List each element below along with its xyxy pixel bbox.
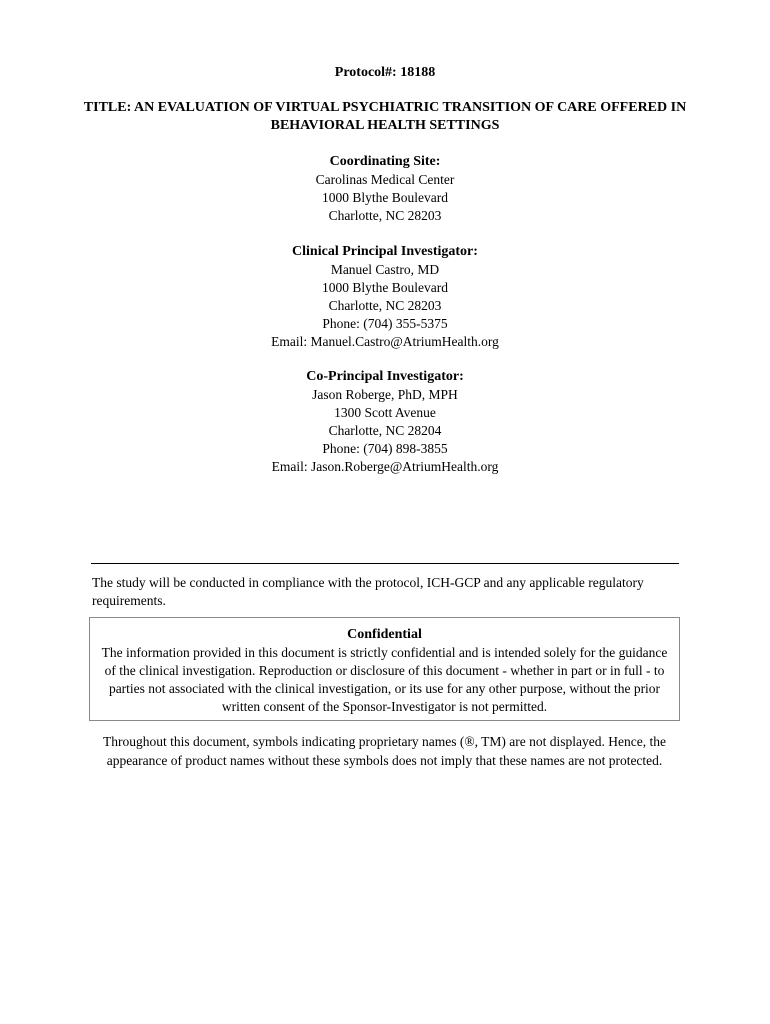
coordinating-site-heading: Coordinating Site: (329, 154, 441, 169)
confidential-box (89, 617, 680, 721)
co-pi-line: Charlotte, NC 28204 (328, 423, 442, 438)
clinical-pi-line: Manuel Castro, MD (330, 262, 440, 277)
compliance-statement: The study will be conducted in compliance with the protocol, ICH-GCP and any applicable regulatory requirements. (92, 575, 644, 608)
document-title: TITLE: AN EVALUATION OF VIRTUAL PSYCHIATRIC TRANSITION OF CARE OFFERED IN BEHAVIORAL HEALTH SETTINGS (83, 100, 687, 133)
co-pi-email: Email: Jason.Roberge@AtriumHealth.org (271, 459, 499, 474)
co-pi-line: Phone: (704) 898-3855 (322, 441, 448, 456)
co-pi-line: Jason Roberge, PhD, MPH (312, 387, 458, 402)
horizontal-divider (91, 563, 679, 564)
co-pi-heading: Co-Principal Investigator: (306, 369, 464, 384)
protocol-number: Protocol#: 18188 (334, 65, 436, 80)
coordinating-site-block (0, 153, 770, 225)
confidential-heading: Confidential (347, 627, 422, 642)
coordinating-site-line: Carolinas Medical Center (315, 172, 455, 187)
confidential-text: The information provided in this document is strictly confidential and is intended solely for the guidance of the clinical investigation. Reproduction or disclosure of this document - whether in part or in full - to parties not associated with the clinical investigation, or its use for any other purpose, without the prior written consent of the Sponsor-Investigator is not permitted. (101, 645, 668, 714)
co-pi-block (0, 368, 770, 476)
clinical-pi-line: Charlotte, NC 28203 (328, 298, 442, 313)
co-pi-line: 1300 Scott Avenue (334, 405, 436, 420)
clinical-pi-line: Phone: (704) 355-5375 (322, 316, 448, 331)
clinical-pi-email: Email: Manuel.Castro@AtriumHealth.org (271, 334, 499, 349)
clinical-pi-block (0, 243, 770, 351)
coordinating-site-line: Charlotte, NC 28203 (328, 208, 442, 223)
clinical-pi-heading: Clinical Principal Investigator: (292, 244, 478, 259)
clinical-pi-line: 1000 Blythe Boulevard (322, 280, 448, 295)
coordinating-site-line: 1000 Blythe Boulevard (322, 190, 448, 205)
proprietary-names-notice: Throughout this document, symbols indicating proprietary names (®, TM) are not displayed. Hence, the appearance of product names without these symbols does not imply that these names are not protected. (102, 734, 666, 768)
